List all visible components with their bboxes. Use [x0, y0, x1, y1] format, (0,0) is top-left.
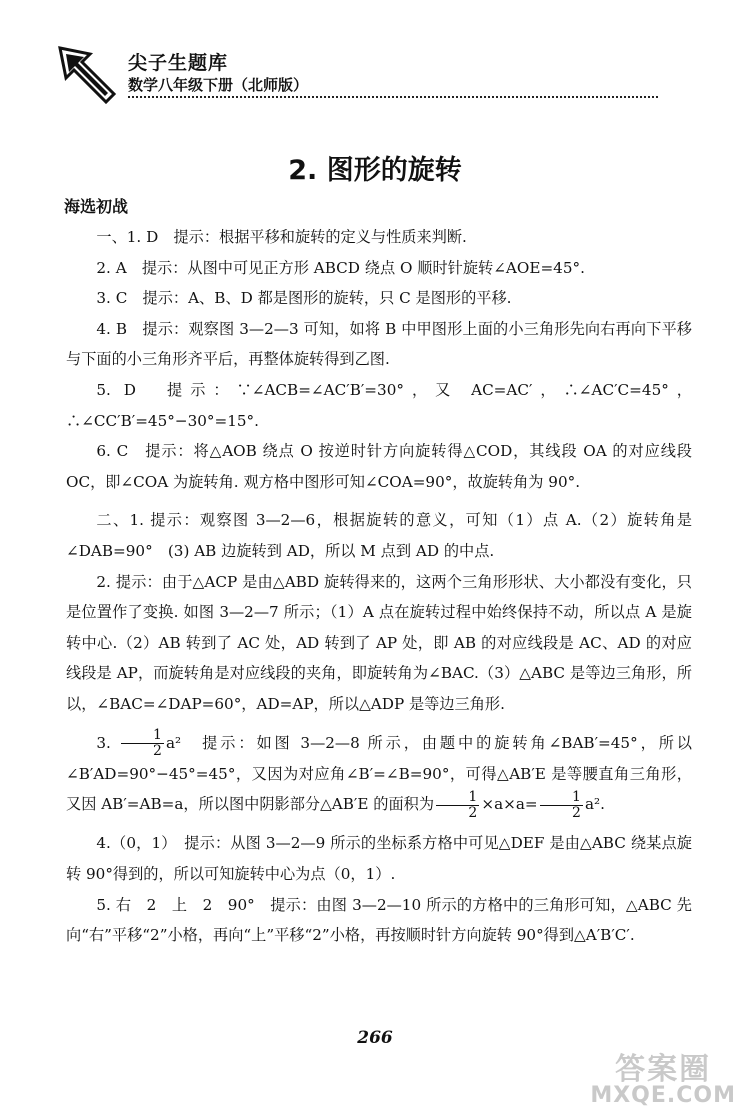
fraction-numerator: 1 — [540, 790, 583, 806]
fraction — [121, 728, 164, 758]
item-number: 3. — [96, 733, 111, 752]
fraction-numerator: 1 — [436, 790, 479, 806]
header-divider — [128, 96, 658, 98]
answer-paragraph: 6. C 提示：将△AOB 绕点 O 按逆时针方向旋转得△COD，其线段 OA 的对应线段 OC，即∠COA 为旋转角. 观方格中图形可知∠COA=90°，故旋转角为 90°. — [66, 442, 692, 491]
formula-end: a². — [584, 795, 605, 814]
answer-paragraph: 4.（0，1） 提示：从图 3—2—9 所示的坐标系方格中可见△DEF 是由△ABC 绕某点旋转 90°得到的，所以可知旋转中心为点（0，1）. — [66, 834, 692, 884]
answer-paragraph: 3. C 提示：A、B、D 都是图形的旋转，只 C 是图形的平移. — [96, 289, 512, 308]
section-subheading: 海选初战 — [64, 197, 129, 216]
fraction-denominator: 2 — [153, 743, 162, 759]
answer-paragraph: 5. D 提示：∵∠ACB=∠AC′B′=30°，又 AC=AC′，∴∠AC′C=45°，∴∠CC′B′=45°−30°=15°. — [66, 380, 692, 430]
hint-text: 提示：如图 3—2—8 所示，由题中的旋转角∠BAB′=45°，所以∠B′AD=90°−45°=45°，又因为对应角∠B′=∠B=90°，可得△AB′E 是等腰直角三角形，又因 AB′=AB=a，所以图中阴影部分△AB′E 的面积为 — [66, 733, 692, 814]
answer-paragraph: 2. A 提示：从图中可见正方形 ABCD 绕点 O 顺时针旋转∠AOE=45°. — [96, 258, 585, 277]
answer-paragraph: 一、1. D 提示：根据平移和旋转的定义与性质来判断. — [96, 228, 467, 246]
formula-middle: ×a×a= — [481, 795, 538, 814]
watermark-text: 答案圈 — [615, 1052, 712, 1087]
brand-title: 尖子生题库 — [128, 52, 229, 74]
fraction-numerator: 1 — [121, 728, 164, 744]
answer-content — [66, 222, 692, 951]
answer-paragraph: 4. B 提示：观察图 3—2—3 可知，如将 B 中甲图形上面的小三角形先向右再向下平移与下面的小三角形齐平后，再整体旋转得到乙图. — [66, 319, 692, 369]
book-subtitle: 数学八年级下册（北师版） — [128, 76, 309, 94]
fraction — [436, 790, 479, 820]
fraction — [540, 790, 583, 820]
answer-paragraph: 5. 右 2 上 2 90° 提示：由图 3—2—10 所示的方格中的三角形可知，△ABC 先向“右”平移“2”小格，再向“上”平移“2”小格，再按顺时针方向旋转 90°得到△A′B′C′. — [66, 895, 692, 945]
answer-paragraph: 二、1. 提示：观察图 3—2—6，根据旋转的意义，可知（1）点 A.（2）旋转角是∠DAB=90° (3) AB 边旋转到 AD，所以 M 点到 AD 的中点. — [66, 511, 692, 560]
watermark — [590, 1052, 736, 1108]
fraction-denominator: 2 — [468, 804, 478, 821]
answer-paragraph: 2. 提示：由于△ACP 是由△ABD 旋转得来的，这两个三角形形状、大小都没有变化，只是位置作了变换. 如图 3—2—7 所示；（1）A 点在旋转过程中始终保持不动，所以点 A 是旋转中心.（2）AB 转到了 AC 处，AD 转到了 AP 处，即 AB 的对应线段是 AC、AD 的对应线段是 AP，而旋转角是对应线段的夹角，即旋转角为∠BAC.（3）△ABC 是等边三角形，所以，∠BAC=∠DAP=60°，AD=AP，所以△ADP 是等边三角形. — [66, 572, 692, 713]
page-number: 266 — [357, 1028, 393, 1048]
arrow-logo-icon — [56, 44, 120, 108]
answer-paragraph-fraction — [66, 728, 692, 821]
section-title: 2. 图形的旋转 — [288, 155, 462, 186]
page-header — [0, 0, 750, 110]
watermark-url: MXQE.COM — [590, 1083, 736, 1108]
fraction-denominator: 2 — [572, 804, 581, 821]
fraction-suffix: a² — [165, 733, 182, 752]
